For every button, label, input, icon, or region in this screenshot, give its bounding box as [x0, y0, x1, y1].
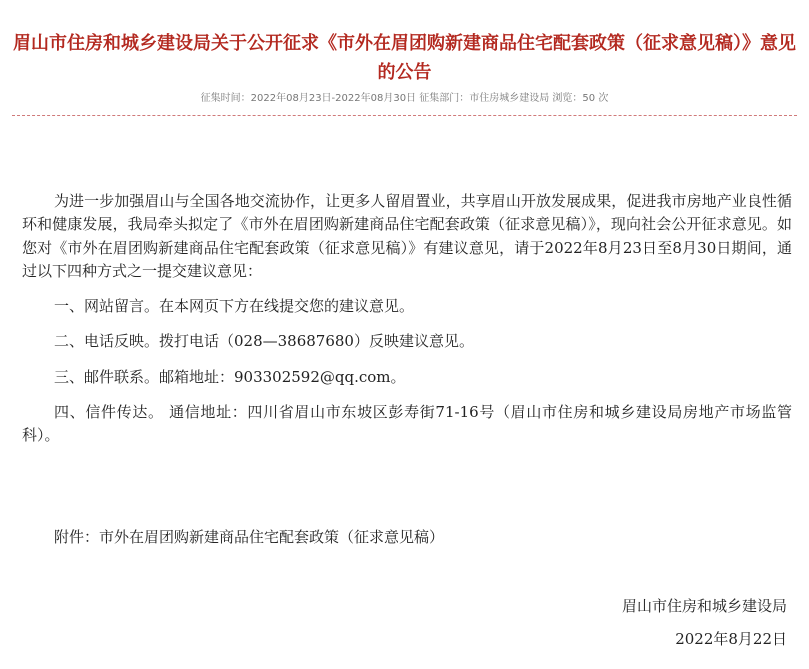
method-website: 一、网站留言。在本网页下方在线提交您的建议意见。 — [54, 297, 415, 316]
article-body — [22, 190, 792, 448]
intro-paragraph: 为进一步加强眉山与全国各地交流协作，让更多人留眉置业，共享眉山开放发展成果，促进我市房地产业良性循环和健康发展，我局牵头拟定了《市外在眉团购新建商品住宅配套政策（征求意见稿）》，现向社会公开征求意见。如您对《市外在眉团购新建商品住宅配套政策（征求意见稿）》有建议意见，请于2022年8月23日至8月30日期间，通过以下四种方式之一提交建议意见： — [22, 192, 792, 280]
method-letter: 四、信件传达。 通信地址：四川省眉山市东坡区彭寿街71-16号（眉山市住房和城乡建设局房地产市场监管科）。 — [22, 403, 792, 445]
attachment-block — [22, 526, 792, 549]
signature-org: 眉山市住房和城乡建设局 — [621, 597, 787, 615]
method-phone: 二、电话反映。拨打电话（028—38687680）反映建议意见。 — [54, 332, 474, 351]
article-meta: 征集时间：2022年08月23日-2022年08月30日 征集部门：市住房城乡建设局 浏览：50 次 — [200, 93, 609, 104]
signature-date: 2022年8月22日 — [675, 630, 787, 648]
page-title: 眉山市住房和城乡建设局关于公开征求《市外在眉团购新建商品住宅配套政策（征求意见稿）》意见的公告 — [13, 33, 796, 83]
dashed-divider — [12, 115, 797, 116]
method-email: 三、邮件联系。邮箱地址：903302592@qq.com。 — [54, 367, 406, 386]
attachment-link[interactable]: 附件：市外在眉团购新建商品住宅配套政策（征求意见稿） — [54, 528, 445, 546]
